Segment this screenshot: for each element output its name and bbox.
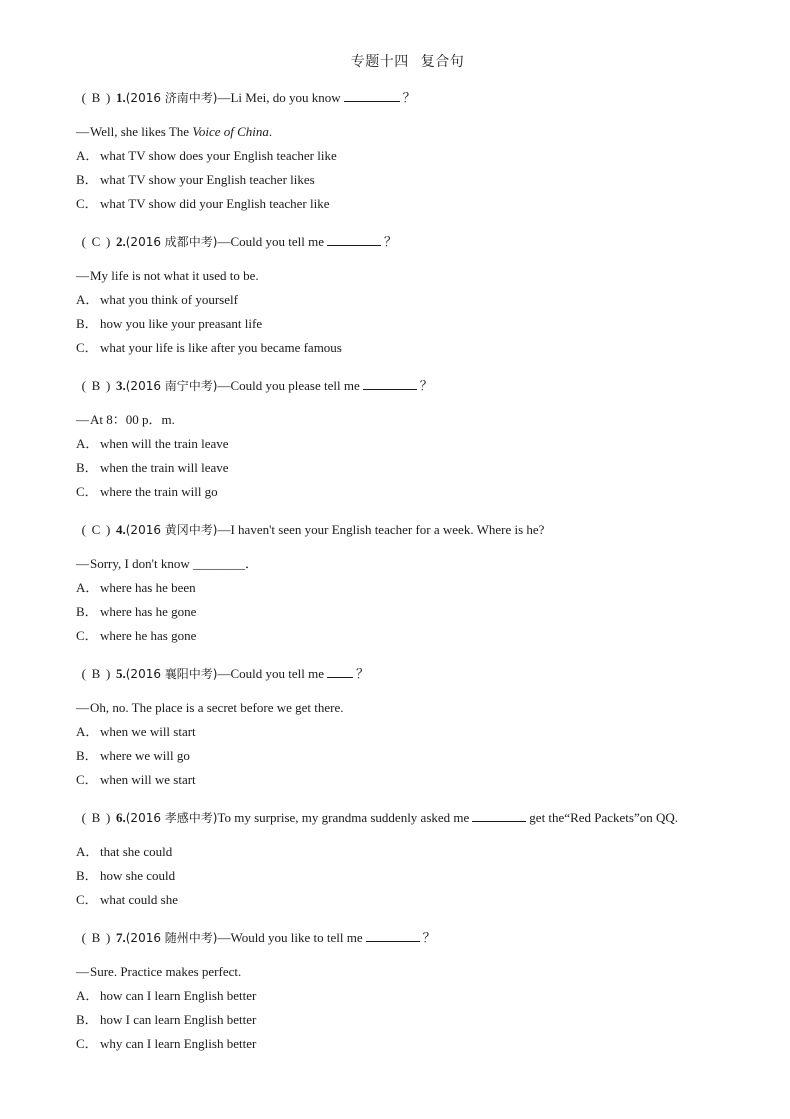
question-text-after: ？ bbox=[384, 235, 398, 250]
answer-letter: C bbox=[91, 234, 101, 249]
question-stem bbox=[76, 518, 756, 542]
question-number: 2. bbox=[116, 234, 126, 249]
question-text-after: ？ bbox=[356, 667, 370, 682]
option-text: what TV show your English teacher likes bbox=[100, 172, 315, 187]
response-text: Oh, no. The place is a secret before we get there. bbox=[90, 700, 344, 715]
answer-bracket: ( B ) bbox=[76, 86, 116, 110]
question-text: To my surprise, my grandma suddenly asked me bbox=[217, 810, 470, 825]
option-text: when the train will leave bbox=[100, 460, 229, 475]
question-text: —I haven't seen your English teacher for a week. Where is he? bbox=[217, 522, 545, 537]
question-text-after: ？ bbox=[402, 91, 416, 106]
dialogue-response bbox=[76, 264, 756, 288]
option-text: where has he been bbox=[100, 580, 196, 595]
option-label: B． bbox=[76, 748, 98, 763]
option-b[interactable] bbox=[76, 600, 756, 624]
option-text: how you like your preasant life bbox=[100, 316, 263, 331]
answer-letter: B bbox=[91, 378, 101, 393]
option-label: C． bbox=[76, 1036, 98, 1051]
option-text: what could she bbox=[100, 892, 178, 907]
question-1 bbox=[76, 86, 756, 216]
question-text: —Could you tell me bbox=[217, 234, 324, 249]
dash-mark: — bbox=[76, 412, 89, 427]
question-source: (2016 孝感中考) bbox=[125, 811, 218, 825]
answer-letter: C bbox=[91, 522, 101, 537]
option-list bbox=[76, 984, 756, 1056]
answer-letter: B bbox=[91, 90, 101, 105]
question-source: (2016 襄阳中考) bbox=[125, 667, 218, 681]
option-label: B． bbox=[76, 1012, 98, 1027]
option-list bbox=[76, 576, 756, 648]
response-text: Sorry, I don't know ________． bbox=[90, 556, 258, 571]
option-list bbox=[76, 720, 756, 792]
question-text-after: get the“Red Packets”on QQ. bbox=[529, 810, 679, 825]
option-label: C． bbox=[76, 628, 98, 643]
option-text: how she could bbox=[100, 868, 176, 883]
question-stem bbox=[76, 662, 756, 686]
question-number: 7. bbox=[116, 930, 126, 945]
dash-mark: — bbox=[76, 124, 89, 139]
option-a[interactable] bbox=[76, 144, 756, 168]
option-text: when will we start bbox=[100, 772, 196, 787]
question-2 bbox=[76, 230, 756, 360]
option-list bbox=[76, 288, 756, 360]
answer-blank[interactable] bbox=[366, 929, 420, 942]
option-text: when will the train leave bbox=[100, 436, 229, 451]
question-number: 6. bbox=[116, 810, 126, 825]
option-b[interactable] bbox=[76, 864, 756, 888]
option-a[interactable] bbox=[76, 432, 756, 456]
answer-blank[interactable] bbox=[363, 377, 417, 390]
dash-mark: — bbox=[76, 700, 89, 715]
option-label: C． bbox=[76, 772, 98, 787]
option-b[interactable] bbox=[76, 1008, 756, 1032]
option-text: what your life is like after you became famous bbox=[100, 340, 342, 355]
question-text: —Could you please tell me bbox=[217, 378, 360, 393]
question-number: 1. bbox=[116, 90, 126, 105]
dialogue-response bbox=[76, 408, 756, 432]
question-5 bbox=[76, 662, 756, 792]
option-text: how can I learn English better bbox=[100, 988, 257, 1003]
option-label: B． bbox=[76, 172, 98, 187]
question-source: (2016 成都中考) bbox=[125, 235, 218, 249]
option-text: what TV show did your English teacher like bbox=[100, 196, 330, 211]
option-label: A． bbox=[76, 148, 99, 163]
question-stem bbox=[76, 806, 756, 830]
option-c[interactable] bbox=[76, 480, 756, 504]
option-list bbox=[76, 840, 756, 912]
question-stem bbox=[76, 230, 756, 254]
page-title bbox=[0, 51, 790, 71]
answer-letter: B bbox=[91, 666, 101, 681]
question-text-after: ？ bbox=[422, 931, 436, 946]
option-c[interactable] bbox=[76, 624, 756, 648]
dialogue-response bbox=[76, 960, 756, 984]
option-text: where the train will go bbox=[100, 484, 218, 499]
option-list bbox=[76, 432, 756, 504]
question-source: (2016 黄冈中考) bbox=[125, 523, 218, 537]
option-b[interactable] bbox=[76, 168, 756, 192]
option-a[interactable] bbox=[76, 840, 756, 864]
option-text: what TV show does your English teacher like bbox=[100, 148, 337, 163]
question-text: —Li Mei, do you know bbox=[217, 90, 341, 105]
option-label: B． bbox=[76, 460, 98, 475]
question-text: —Would you like to tell me bbox=[217, 930, 363, 945]
option-label: C． bbox=[76, 196, 98, 211]
option-label: B． bbox=[76, 604, 98, 619]
answer-blank[interactable] bbox=[344, 89, 400, 102]
question-number: 3. bbox=[116, 378, 126, 393]
question-7 bbox=[76, 926, 756, 1056]
dialogue-response bbox=[76, 696, 756, 720]
option-c[interactable] bbox=[76, 768, 756, 792]
option-text: where we will go bbox=[100, 748, 190, 763]
option-label: C． bbox=[76, 484, 98, 499]
dialogue-response bbox=[76, 552, 756, 576]
option-a[interactable] bbox=[76, 720, 756, 744]
answer-letter: B bbox=[91, 930, 101, 945]
question-text-after: ？ bbox=[419, 379, 433, 394]
option-list bbox=[76, 144, 756, 216]
question-6 bbox=[76, 806, 756, 912]
option-text: where he has gone bbox=[100, 628, 197, 643]
question-source: (2016 南宁中考) bbox=[125, 379, 218, 393]
answer-bracket: ( C ) bbox=[76, 518, 116, 542]
response-text: My life is not what it used to be. bbox=[90, 268, 259, 283]
title-topic: 专题十四 bbox=[350, 54, 409, 70]
option-text: when we will start bbox=[100, 724, 196, 739]
option-text: where has he gone bbox=[100, 604, 197, 619]
question-source: (2016 随州中考) bbox=[125, 931, 218, 945]
question-4 bbox=[76, 518, 756, 648]
option-label: B． bbox=[76, 316, 98, 331]
option-label: A． bbox=[76, 580, 99, 595]
option-label: A． bbox=[76, 436, 99, 451]
option-a[interactable] bbox=[76, 984, 756, 1008]
option-label: A． bbox=[76, 988, 99, 1003]
option-c[interactable] bbox=[76, 1032, 756, 1056]
question-stem bbox=[76, 86, 756, 110]
response-text: Well, she likes The Voice of China. bbox=[90, 124, 273, 139]
option-text: why can I learn English better bbox=[100, 1036, 257, 1051]
dash-mark: — bbox=[76, 268, 89, 283]
question-stem bbox=[76, 374, 756, 398]
option-label: A． bbox=[76, 844, 99, 859]
option-label: C． bbox=[76, 892, 98, 907]
option-a[interactable] bbox=[76, 288, 756, 312]
answer-bracket: ( B ) bbox=[76, 662, 116, 686]
question-number: 5. bbox=[116, 666, 126, 681]
question-3 bbox=[76, 374, 756, 504]
answer-bracket: ( B ) bbox=[76, 374, 116, 398]
option-label: A． bbox=[76, 292, 99, 307]
answer-bracket: ( B ) bbox=[76, 806, 116, 830]
answer-blank[interactable] bbox=[327, 665, 353, 678]
question-number: 4. bbox=[116, 522, 126, 537]
option-text: how I can learn English better bbox=[100, 1012, 257, 1027]
option-c[interactable] bbox=[76, 192, 756, 216]
option-b[interactable] bbox=[76, 312, 756, 336]
program-title: Voice of China bbox=[192, 124, 269, 139]
option-label: A． bbox=[76, 724, 99, 739]
dialogue-response bbox=[76, 120, 756, 144]
dash-mark: — bbox=[76, 556, 89, 571]
option-a[interactable] bbox=[76, 576, 756, 600]
question-stem bbox=[76, 926, 756, 950]
title-subject: 复合句 bbox=[420, 54, 465, 70]
answer-bracket: ( B ) bbox=[76, 926, 116, 950]
question-source: (2016 济南中考) bbox=[125, 91, 218, 105]
answer-blank[interactable] bbox=[472, 809, 526, 822]
question-text: —Could you tell me bbox=[217, 666, 324, 681]
option-c[interactable] bbox=[76, 336, 756, 360]
option-b[interactable] bbox=[76, 456, 756, 480]
response-text: Sure. Practice makes perfect. bbox=[90, 964, 242, 979]
response-text: At 8：00 p．m. bbox=[90, 412, 175, 427]
answer-bracket: ( C ) bbox=[76, 230, 116, 254]
dash-mark: — bbox=[76, 964, 89, 979]
option-b[interactable] bbox=[76, 744, 756, 768]
answer-letter: B bbox=[91, 810, 101, 825]
answer-blank[interactable] bbox=[327, 233, 381, 246]
option-text: that she could bbox=[100, 844, 173, 859]
option-label: B． bbox=[76, 868, 98, 883]
option-c[interactable] bbox=[76, 888, 756, 912]
option-label: C． bbox=[76, 340, 98, 355]
option-text: what you think of yourself bbox=[100, 292, 238, 307]
